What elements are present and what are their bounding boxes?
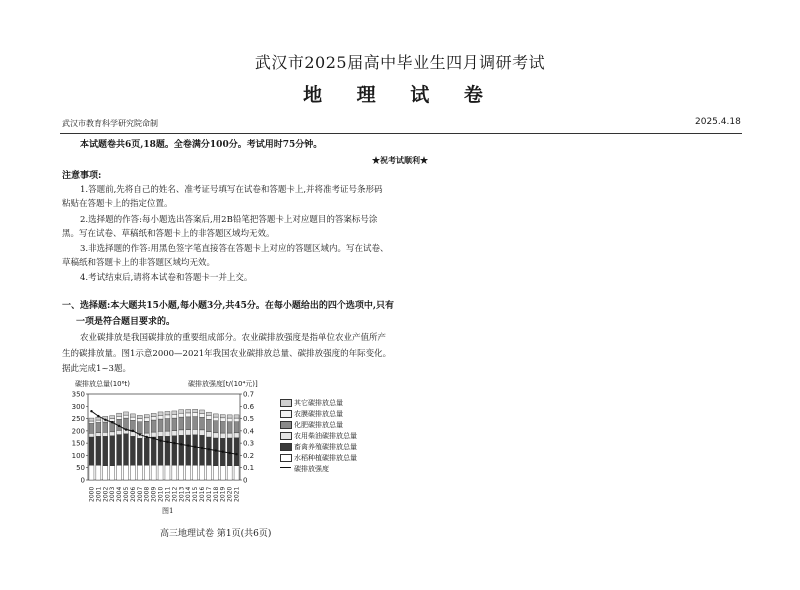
bar-segment <box>200 465 205 480</box>
bar-segment <box>151 432 156 437</box>
bar-segment <box>220 415 225 418</box>
bar-segment <box>117 435 122 466</box>
legend-swatch <box>280 467 291 468</box>
bar-segment <box>213 433 218 438</box>
y-left-tick-label: 0 <box>80 476 85 485</box>
y-right-tick-label: 0.6 <box>243 402 255 411</box>
bar-segment <box>193 417 198 430</box>
legend-label: 水稻种植碳排放总量 <box>294 454 357 462</box>
x-tick-label: 2012 <box>171 486 179 502</box>
bar-segment <box>130 432 135 436</box>
y-right-tick-label: 0.7 <box>243 390 255 399</box>
bar-segment <box>158 415 163 419</box>
bar-segment <box>110 419 115 422</box>
x-tick-label: 2014 <box>185 486 193 502</box>
bar-segment <box>200 430 205 435</box>
bar-segment <box>227 422 232 433</box>
bar-segment <box>206 419 211 431</box>
note-3b: 草稿纸和答题卡上的非答题区域均无效。 <box>62 258 216 268</box>
section-heading-2: 一项是符合题目要求的。 <box>76 317 176 327</box>
x-tick-label: 2007 <box>136 486 144 502</box>
x-tick-label: 2004 <box>116 486 124 502</box>
intensity-point <box>97 415 99 417</box>
x-tick-label: 2021 <box>233 486 241 502</box>
bar-segment <box>179 465 184 480</box>
bar-segment <box>89 421 94 423</box>
x-tick-label: 2001 <box>95 486 103 502</box>
y-left-tick-label: 150 <box>71 439 85 448</box>
y-right-tick-label: 0.1 <box>243 464 255 473</box>
exam-title: 武汉市2025届高中毕业生四月调研考试 <box>254 53 546 72</box>
bar-segment <box>151 417 156 420</box>
legend-item <box>294 442 357 452</box>
header-rule <box>60 133 742 134</box>
x-tick-label: 2015 <box>192 486 200 502</box>
bar-segment <box>165 419 170 432</box>
bar-segment <box>200 413 205 417</box>
bar-segment <box>117 430 122 434</box>
bar-segment <box>110 432 115 436</box>
bar-segment <box>158 419 163 431</box>
legend-swatch <box>280 454 292 462</box>
intensity-point <box>201 447 203 449</box>
bar-segment <box>144 418 149 421</box>
x-tick-label: 2003 <box>109 486 117 502</box>
bar-segment <box>137 415 142 418</box>
bar-segment <box>206 415 211 419</box>
bar-segment <box>193 429 198 434</box>
x-tick-label: 2005 <box>123 486 130 502</box>
bar-segment <box>117 416 122 419</box>
intensity-point <box>166 441 168 443</box>
section-heading: 一、选择题:本大题共15小题,每小题3分,共45分。在每小题给出的四个选项中,只有 <box>62 301 395 311</box>
intensity-point <box>215 449 217 451</box>
bar-segment <box>124 412 129 415</box>
bar-segment <box>234 466 239 480</box>
legend-item <box>294 409 343 419</box>
intensity-point <box>139 433 141 435</box>
bar-segment <box>137 438 142 465</box>
legend-label: 农用柴油碳排放总量 <box>294 432 357 440</box>
page-footer: 高三地理试卷 第1页(共6页) <box>160 529 272 539</box>
legend-swatch <box>280 410 292 418</box>
chart-legend <box>280 398 400 478</box>
x-tick-label: 2019 <box>219 486 227 502</box>
bar-segment <box>151 420 156 432</box>
legend-label: 化肥碳排放总量 <box>294 421 343 429</box>
bar-segment <box>172 414 177 418</box>
bar-segment <box>124 465 129 480</box>
legend-label: 其它碳排放总量 <box>294 399 343 407</box>
x-tick-label: 2006 <box>129 486 137 502</box>
issuing-org: 武汉市教育科学研究院命制 <box>62 119 158 128</box>
bar-segment <box>89 465 94 480</box>
bar-segment <box>186 409 191 412</box>
intensity-point <box>90 410 92 412</box>
bar-segment <box>165 436 170 465</box>
bar-segment <box>144 465 149 480</box>
legend-item <box>294 464 329 474</box>
intensity-point <box>180 443 182 445</box>
y-left-tick-label: 100 <box>71 451 85 460</box>
legend-item <box>294 453 357 463</box>
bar-segment <box>234 433 239 438</box>
bar-segment <box>96 436 101 465</box>
exam-date: 2025.4.18 <box>695 117 741 127</box>
bar-segment <box>96 420 101 422</box>
note-2b: 黑。写在试卷、草稿纸和答题卡上的非答题区域均无效。 <box>62 229 275 239</box>
legend-swatch <box>280 399 292 407</box>
bar-segment <box>172 411 177 414</box>
bar-segment <box>206 432 211 437</box>
bar-segment <box>110 416 115 419</box>
bar-segment <box>234 418 239 422</box>
note-3a: 3.非选择题的作答:用黑色签字笔直接答在答题卡上对应的答题区域内。写在试卷、 <box>80 244 389 254</box>
legend-swatch <box>280 432 292 440</box>
bar-segment <box>227 433 232 438</box>
legend-label: 畜禽养殖碳排放总量 <box>294 443 357 451</box>
note-1b: 粘贴在答题卡上的指定位置。 <box>62 199 173 209</box>
intensity-point <box>132 430 134 432</box>
y-left-tick-label: 50 <box>76 464 85 473</box>
bar-segment <box>206 437 211 465</box>
intensity-point <box>125 428 127 430</box>
y-right-tick-label: 0.4 <box>243 427 255 436</box>
y-right-tick-label: 0 <box>243 476 248 485</box>
bar-segment <box>144 438 149 466</box>
passage-line-3: 据此完成1~3题。 <box>62 364 131 374</box>
bar-segment <box>220 433 225 438</box>
note-1a: 1.答题前,先将自己的姓名、准考证号填写在试卷和答题卡上,并将准考证号条形码 <box>80 185 383 195</box>
bar-segment <box>165 415 170 419</box>
bar-segment <box>151 437 156 465</box>
bar-segment <box>103 422 108 432</box>
bar-segment <box>110 466 115 480</box>
intensity-point <box>173 442 175 444</box>
bar-segment <box>130 436 135 465</box>
bar-segment <box>213 466 218 480</box>
bar-segment <box>96 423 101 433</box>
legend-item <box>294 431 357 441</box>
bar-segment <box>165 411 170 414</box>
bar-segment <box>89 423 94 433</box>
note-4: 4.考试结束后,请将本试卷和答题卡一并上交。 <box>80 273 253 283</box>
bar-segment <box>234 415 239 418</box>
bar-segment <box>179 435 184 465</box>
y-left-tick-label: 350 <box>71 390 85 399</box>
bar-segment <box>206 412 211 415</box>
bar-segment <box>165 431 170 436</box>
y-left-tick-label: 250 <box>71 415 85 424</box>
legend-swatch <box>280 443 292 451</box>
bar-segment <box>213 438 218 466</box>
bar-segment <box>234 422 239 433</box>
bar-segment <box>193 409 198 412</box>
bar-segment <box>179 417 184 430</box>
x-tick-label: 2002 <box>102 486 110 502</box>
note-2a: 2.选择题的作答:每小题选出答案后,用2B铅笔把答题卡上对应题目的答案标号涂 <box>80 215 378 225</box>
bar-segment <box>165 465 170 480</box>
bar-segment <box>220 466 225 480</box>
bar-segment <box>124 434 129 465</box>
y-left-tick-label: 300 <box>71 402 85 411</box>
bar-segment <box>193 413 198 417</box>
bar-segment <box>137 422 142 434</box>
bar-segment <box>193 465 198 480</box>
bar-segment <box>103 432 108 436</box>
x-tick-label: 2020 <box>226 486 234 502</box>
bar-segment <box>130 414 135 417</box>
bar-segment <box>117 413 122 416</box>
bar-segment <box>172 465 177 480</box>
intensity-point <box>159 439 161 441</box>
bar-segment <box>227 418 232 422</box>
bar-segment <box>200 417 205 430</box>
bar-segment <box>110 436 115 466</box>
bar-segment <box>213 417 218 421</box>
intensity-point <box>222 451 224 453</box>
intensity-point <box>152 437 154 439</box>
bar-segment <box>206 465 211 480</box>
bar-segment <box>172 431 177 436</box>
intensity-point <box>187 444 189 446</box>
bar-segment <box>220 418 225 422</box>
figure-caption: 图1 <box>162 507 174 515</box>
bar-segment <box>144 415 149 418</box>
y-axis-left-label: 碳排放总量(10⁶t) <box>75 380 130 388</box>
bar-segment <box>227 466 232 480</box>
bar-segment <box>103 466 108 480</box>
bar-segment <box>151 413 156 416</box>
legend-label: 农膜碳排放总量 <box>294 410 343 418</box>
bar-segment <box>103 436 108 465</box>
bar-segment <box>172 436 177 465</box>
y-axis-right-label: 碳排放强度[t/(10⁴元)] <box>188 380 258 388</box>
x-tick-label: 2008 <box>143 486 151 502</box>
bar-segment <box>89 437 94 465</box>
intensity-point <box>146 436 148 438</box>
bar-segment <box>158 465 163 480</box>
x-tick-label: 2016 <box>199 486 206 502</box>
x-tick-label: 2017 <box>205 486 213 502</box>
bar-segment <box>179 410 184 413</box>
bar-segment <box>124 418 129 429</box>
y-right-tick-label: 0.3 <box>243 439 255 448</box>
bar-segment <box>158 412 163 415</box>
x-tick-label: 2013 <box>178 486 186 502</box>
bar-segment <box>234 438 239 466</box>
bar-segment <box>124 415 129 418</box>
subject-title: 地 理 试 卷 <box>303 84 497 106</box>
bar-segment <box>96 433 101 437</box>
bar-segment <box>89 433 94 437</box>
bar-segment <box>130 465 135 480</box>
bar-segment <box>200 435 205 465</box>
bar-segment <box>186 465 191 480</box>
y-left-tick-label: 200 <box>71 427 85 436</box>
bar-segment <box>186 430 191 435</box>
notes-heading: 注意事项: <box>62 171 102 181</box>
bar-segment <box>227 415 232 418</box>
intro-line: 本试题卷共6页,18题。全卷满分100分。考试用时75分钟。 <box>80 140 323 150</box>
passage-line-2: 生的碳排放量。图1示意2000—2021年我国农业碳排放总量、碳排放强度的年际变化。 <box>62 349 392 359</box>
bar-segment <box>96 465 101 480</box>
bar-segment <box>172 418 177 431</box>
intensity-point <box>111 421 113 423</box>
intensity-point <box>118 425 120 427</box>
bar-segment <box>179 413 184 417</box>
legend-item <box>294 398 343 408</box>
bar-segment <box>144 421 149 433</box>
x-tick-label: 2010 <box>157 486 165 502</box>
intensity-point <box>208 448 210 450</box>
bar-segment <box>193 435 198 465</box>
y-right-tick-label: 0.2 <box>243 451 255 460</box>
bar-segment <box>130 417 135 420</box>
bar-segment <box>117 465 122 480</box>
x-tick-label: 2011 <box>164 486 172 502</box>
legend-label: 碳排放强度 <box>294 465 329 473</box>
bar-segment <box>213 414 218 417</box>
bar-segment <box>186 435 191 465</box>
bar-segment <box>186 413 191 417</box>
good-luck: ★祝考试顺利★ <box>372 155 428 165</box>
bar-segment <box>220 422 225 434</box>
x-tick-label: 2009 <box>150 486 158 502</box>
bar-segment <box>137 419 142 422</box>
intensity-point <box>235 453 237 455</box>
bar-segment <box>158 431 163 436</box>
intensity-point <box>194 446 196 448</box>
bar-segment <box>89 418 94 421</box>
bar-segment <box>186 417 191 430</box>
bar-segment <box>151 465 156 480</box>
bar-segment <box>179 430 184 435</box>
passage-line-1: 农业碳排放是我国碳排放的重要组成部分。农业碳排放强度是指单位农业产值所产 <box>80 333 387 343</box>
legend-item <box>294 420 343 430</box>
legend-swatch <box>280 421 292 429</box>
bar-segment <box>213 421 218 433</box>
intensity-point <box>228 452 230 454</box>
x-tick-label: 2000 <box>88 486 96 502</box>
y-right-tick-label: 0.5 <box>243 415 255 424</box>
intensity-point <box>104 419 106 421</box>
bar-segment <box>200 410 205 413</box>
x-tick-label: 2018 <box>212 486 220 502</box>
bar-segment <box>137 465 142 480</box>
